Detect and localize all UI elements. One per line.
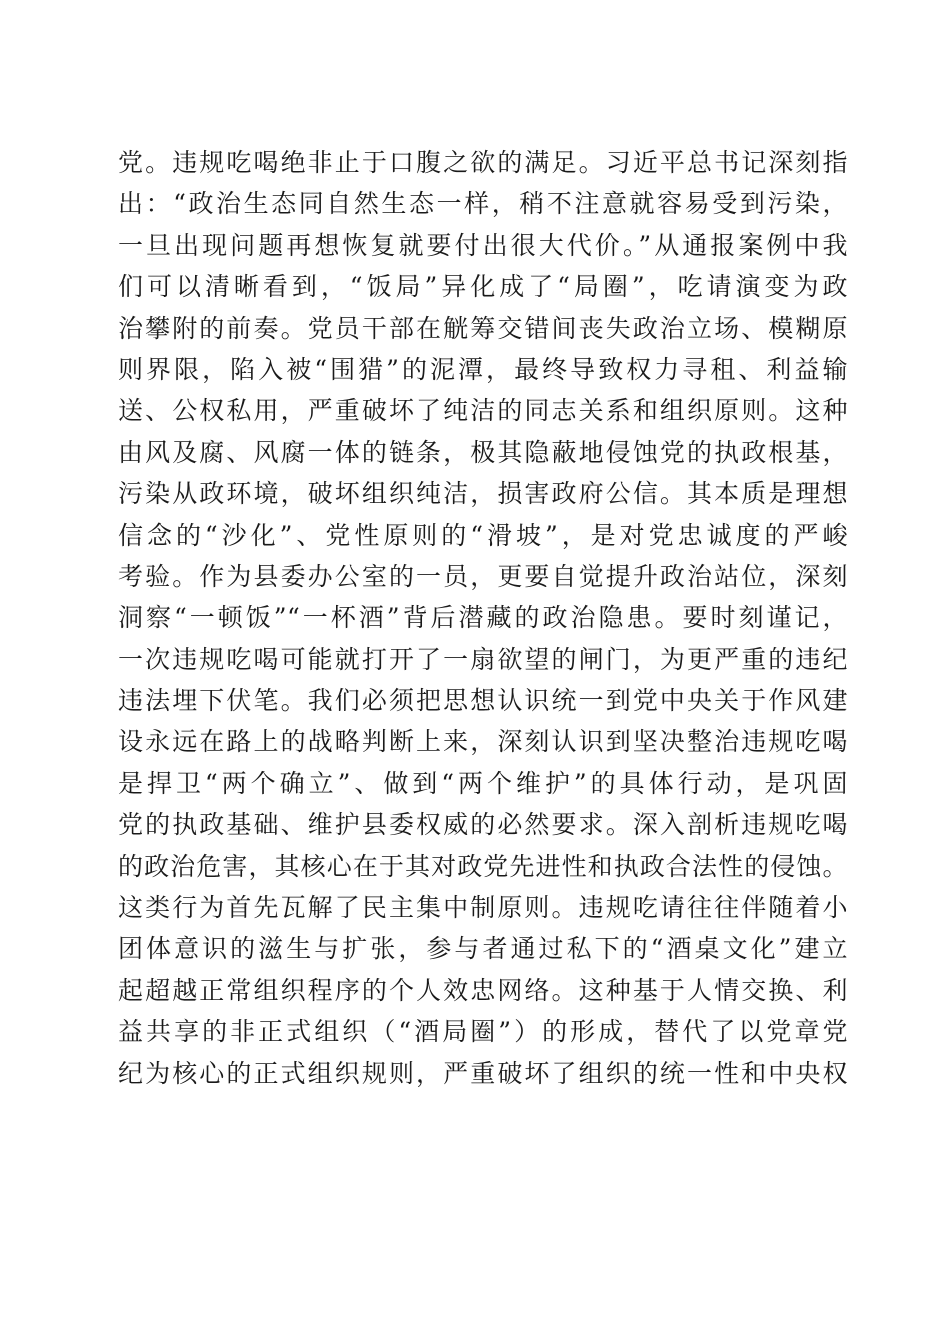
text-line: 信念的“沙化”、党性原则的“滑坡”，是对党忠诚度的严峻 [118, 520, 848, 550]
text-line: 起超越正常组织程序的个人效忠网络。这种基于人情交换、利 [118, 975, 848, 1005]
text-line: 则界限，陷入被“围猎”的泥潭，最终导致权力寻租、利益输 [118, 354, 848, 384]
text-line: 一次违规吃喝可能就打开了一扇欲望的闸门，为更严重的违纪 [118, 644, 848, 674]
text-line: 设永远在路上的战略判断上来，深刻认识到坚决整治违规吃喝 [118, 727, 848, 757]
text-line: 是捍卫“两个确立”、做到“两个维护”的具体行动，是巩固 [118, 768, 848, 798]
text-line: 污染从政环境，破坏组织纯洁，损害政府公信。其本质是理想 [118, 479, 848, 509]
text-line: 洞察“一顿饭”“一杯酒”背后潜藏的政治隐患。要时刻谨记， [118, 603, 848, 633]
text-line: 党的执政基础、维护县委权威的必然要求。深入剖析违规吃喝 [118, 810, 848, 840]
text-line: 送、公权私用，严重破坏了纯洁的同志关系和组织原则。这种 [118, 396, 848, 426]
text-line: 违法埋下伏笔。我们必须把思想认识统一到党中央关于作风建 [118, 686, 848, 716]
text-line: 益共享的非正式组织（“酒局圈”）的形成，替代了以党章党 [118, 1017, 848, 1047]
text-line: 的政治危害，其核心在于其对政党先进性和执政合法性的侵蚀。 [118, 851, 848, 881]
text-line: 治攀附的前奏。党员干部在觥筹交错间丧失政治立场、模糊原 [118, 313, 848, 343]
text-line: 这类行为首先瓦解了民主集中制原则。违规吃请往往伴随着小 [118, 893, 848, 923]
text-line: 出：“政治生态同自然生态一样，稍不注意就容易受到污染， [118, 189, 848, 219]
text-line: 一旦出现问题再想恢复就要付出很大代价。”从通报案例中我 [118, 230, 848, 260]
body-paragraph [118, 142, 848, 1094]
text-line: 由风及腐、风腐一体的链条，极其隐蔽地侵蚀党的执政根基， [118, 437, 848, 467]
text-line: 纪为核心的正式组织规则，严重破坏了组织的统一性和中央权 [118, 1058, 848, 1088]
text-line: 们可以清晰看到，“饭局”异化成了“局圈”，吃请演变为政 [118, 272, 848, 302]
text-line: 团体意识的滋生与扩张，参与者通过私下的“酒桌文化”建立 [118, 934, 848, 964]
text-line: 党。违规吃喝绝非止于口腹之欲的满足。习近平总书记深刻指 [118, 148, 848, 177]
text-line: 考验。作为县委办公室的一员，更要自觉提升政治站位，深刻 [118, 561, 848, 591]
